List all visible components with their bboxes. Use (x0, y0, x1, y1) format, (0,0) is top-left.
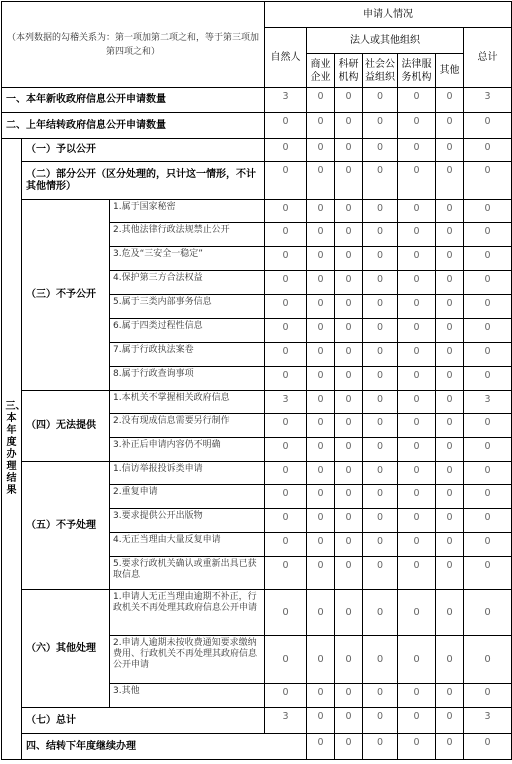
cell-value: 0 (265, 139, 307, 162)
cell-value: 0 (307, 590, 335, 636)
cell-value: 0 (335, 271, 363, 295)
cell-value: 0 (436, 367, 464, 391)
cell-value: 0 (307, 200, 335, 223)
cell-value: 0 (464, 367, 512, 391)
research-header: 科研机构 (335, 54, 363, 88)
cell-value: 0 (436, 438, 464, 462)
cell-value: 0 (363, 113, 398, 139)
cell-value: 3 (464, 708, 512, 734)
cell-value: 0 (436, 708, 464, 734)
cell-value: 0 (436, 162, 464, 200)
cell-value: 0 (307, 509, 335, 533)
cell-value: 0 (265, 319, 307, 343)
item-label: 3.其他 (110, 684, 265, 708)
cell-value: 0 (363, 485, 398, 509)
cell-value: 0 (464, 295, 512, 319)
item-label: 1.本机关不掌握相关政府信息 (110, 391, 265, 414)
cell-value: 0 (363, 414, 398, 438)
cell-value: 0 (363, 223, 398, 247)
cell-value: 0 (335, 247, 363, 271)
cell-value: 0 (398, 509, 436, 533)
cell-value: 0 (335, 462, 363, 485)
cell-value: 0 (464, 684, 512, 708)
cell-value: 0 (265, 438, 307, 462)
cell-value: 0 (335, 684, 363, 708)
applicant-header: 申请人情况 (265, 2, 512, 28)
cell-value: 0 (464, 200, 512, 223)
cell-value: 0 (335, 509, 363, 533)
cell-value: 0 (265, 113, 307, 139)
table-row (2, 113, 512, 139)
cell-value: 0 (265, 200, 307, 223)
cell-value: 0 (398, 200, 436, 223)
cell-value: 0 (265, 533, 307, 557)
cell-value: 0 (398, 462, 436, 485)
cell-value: 0 (398, 367, 436, 391)
group-label: （五）不予处理 (22, 462, 110, 590)
cell-value: 0 (335, 223, 363, 247)
cell-value: 0 (436, 557, 464, 590)
item-label: 1.属于国家秘密 (110, 200, 265, 223)
cell-value: 0 (335, 485, 363, 509)
cell-value: 3 (265, 708, 307, 734)
table-row (2, 462, 512, 485)
cell-value: 0 (398, 533, 436, 557)
item-label: 8.属于行政查询事项 (110, 367, 265, 391)
item-label: 3.危及“三安全一稳定” (110, 247, 265, 271)
cell-value: 0 (436, 139, 464, 162)
cell-value: 0 (335, 557, 363, 590)
cell-value: 0 (307, 319, 335, 343)
cell-value: 0 (335, 734, 363, 760)
cell-value: 0 (307, 533, 335, 557)
cell-value: 0 (436, 200, 464, 223)
item-label: 2.重复申请 (110, 485, 265, 509)
table-row (2, 200, 512, 223)
item-label: 2.没有现成信息需要另行制作 (110, 414, 265, 438)
cell-value: 0 (398, 391, 436, 414)
cell-value: 3 (464, 88, 512, 113)
group-label: （六）其他处理 (22, 590, 110, 708)
cell-value: 0 (363, 343, 398, 367)
cell-value: 0 (464, 319, 512, 343)
item-label: 4.保护第三方合法权益 (110, 271, 265, 295)
cell-value: 0 (436, 88, 464, 113)
cell-value: 0 (335, 391, 363, 414)
cell-value: 0 (436, 590, 464, 636)
cell-value: 0 (398, 557, 436, 590)
cell-value: 0 (464, 162, 512, 200)
cell-value: 0 (307, 708, 335, 734)
group-label: （四）无法提供 (22, 391, 110, 462)
commercial-header: 商业企业 (307, 54, 335, 88)
cell-value: 0 (398, 734, 436, 760)
cell-value: 0 (436, 247, 464, 271)
cell-value: 0 (464, 462, 512, 485)
item-label: 1.信访举报投诉类申请 (110, 462, 265, 485)
cell-value: 0 (335, 319, 363, 343)
cell-value: 0 (335, 343, 363, 367)
cell-value: 0 (307, 162, 335, 200)
social-header: 社会公益组织 (363, 54, 398, 88)
cell-value: 0 (363, 509, 398, 533)
cell-value: 0 (398, 708, 436, 734)
cell-value: 0 (265, 414, 307, 438)
cell-value: 0 (436, 533, 464, 557)
cell-value: 0 (464, 414, 512, 438)
cell-value: 0 (436, 636, 464, 684)
cell-value: 0 (464, 343, 512, 367)
cell-value: 0 (398, 636, 436, 684)
cell-value: 0 (363, 271, 398, 295)
cell-value: 0 (363, 734, 398, 760)
cell-value: 0 (436, 734, 464, 760)
cell-value: 0 (436, 391, 464, 414)
item-label: 3.要求提供公开出版物 (110, 509, 265, 533)
legal-service-header: 法律服务机构 (398, 54, 436, 88)
total-header: 总计 (464, 28, 512, 88)
cell-value: 0 (436, 509, 464, 533)
table-row (2, 139, 512, 162)
item-label: 1.申请人无正当理由逾期不补正，行政机关不再处理其政府信息公开申请 (110, 590, 265, 636)
cell-value: 0 (398, 247, 436, 271)
cell-value: 0 (464, 590, 512, 636)
table-row (2, 734, 512, 760)
item-label: 5.属于三类内部事务信息 (110, 295, 265, 319)
cell-value: 0 (363, 139, 398, 162)
cell-value: 0 (398, 319, 436, 343)
cell-value: 0 (307, 438, 335, 462)
cell-value: 0 (398, 139, 436, 162)
cell-value: 0 (363, 391, 398, 414)
cell-value: 0 (464, 636, 512, 684)
cell-value: 0 (398, 162, 436, 200)
table-note: （本列数据的勾稽关系为：第一项加第二项之和，等于第三项加第四项之和） (2, 2, 265, 88)
cell-value: 0 (398, 271, 436, 295)
cell-value: 0 (335, 533, 363, 557)
item-label: 7.属于行政执法案卷 (110, 343, 265, 367)
cell-value: 0 (398, 223, 436, 247)
cell-value: 0 (307, 343, 335, 367)
cell-value: 0 (436, 319, 464, 343)
table-row (2, 391, 512, 414)
item-label: 2.申请人逾期未按收费通知要求缴纳费用、行政机关不再处理其政府信息公开申请 (110, 636, 265, 684)
item-label: 2.其他法律行政法规禁止公开 (110, 223, 265, 247)
cell-value: 0 (398, 88, 436, 113)
cell-value: 0 (398, 684, 436, 708)
cell-value: 0 (265, 462, 307, 485)
table-row (2, 590, 512, 636)
disclosure-stats-table (1, 1, 512, 760)
cell-value: 0 (265, 343, 307, 367)
item-label: 4.无正当理由大量反复申请 (110, 533, 265, 557)
cell-value: 0 (464, 223, 512, 247)
cell-value: 0 (363, 533, 398, 557)
group-label: （三）不予公开 (22, 200, 110, 391)
table-row (2, 88, 512, 113)
cell-value: 0 (265, 636, 307, 684)
cell-value: 0 (464, 509, 512, 533)
cell-value: 0 (307, 734, 335, 760)
cell-value: 0 (307, 462, 335, 485)
cell-value: 3 (464, 391, 512, 414)
cell-value: 0 (307, 684, 335, 708)
cell-value: 0 (363, 88, 398, 113)
cell-value: 0 (398, 113, 436, 139)
row-label: 一、本年新收政府信息公开申请数量 (2, 88, 265, 113)
cell-value: 0 (363, 200, 398, 223)
cell-value: 0 (307, 271, 335, 295)
cell-value: 0 (436, 113, 464, 139)
cell-value: 0 (265, 509, 307, 533)
cell-value: 0 (398, 590, 436, 636)
cell-value: 0 (363, 162, 398, 200)
item-label: 3.补正后申请内容仍不明确 (110, 438, 265, 462)
section-3-label: 三、本年度办理结果 (2, 139, 22, 760)
cell-value: 0 (307, 139, 335, 162)
cell-value: 0 (307, 391, 335, 414)
cell-value: 0 (363, 367, 398, 391)
cell-value: 0 (398, 414, 436, 438)
cell-value: 0 (307, 414, 335, 438)
cell-value: 3 (265, 88, 307, 113)
cell-value: 0 (436, 295, 464, 319)
cell-value: 0 (436, 223, 464, 247)
cell-value: 0 (335, 200, 363, 223)
cell-value: 0 (307, 367, 335, 391)
natural-person-header: 自然人 (265, 28, 307, 88)
cell-value: 0 (265, 590, 307, 636)
cell-value: 0 (335, 708, 363, 734)
cell-value: 0 (464, 139, 512, 162)
cell-value: 0 (265, 247, 307, 271)
cell-value: 0 (335, 88, 363, 113)
cell-value: 0 (436, 462, 464, 485)
cell-value: 0 (464, 113, 512, 139)
cell-value: 0 (363, 590, 398, 636)
cell-value: 0 (335, 590, 363, 636)
cell-value: 0 (335, 438, 363, 462)
cell-value: 0 (265, 367, 307, 391)
legal-group-header: 法人或其他组织 (307, 28, 464, 54)
cell-value: 0 (265, 162, 307, 200)
cell-value: 0 (398, 438, 436, 462)
other-header: 其他 (436, 54, 464, 88)
cell-value: 0 (363, 438, 398, 462)
row-label: 四、结转下年度继续办理 (22, 734, 307, 760)
cell-value: 0 (307, 223, 335, 247)
cell-value: 0 (265, 684, 307, 708)
cell-value: 0 (335, 162, 363, 200)
cell-value: 0 (363, 708, 398, 734)
cell-value: 0 (363, 319, 398, 343)
cell-value: 0 (335, 295, 363, 319)
table-row (2, 708, 512, 734)
cell-value: 0 (335, 414, 363, 438)
cell-value: 0 (464, 734, 512, 760)
cell-value: 0 (363, 636, 398, 684)
cell-value: 0 (436, 343, 464, 367)
cell-value: 0 (436, 485, 464, 509)
cell-value: 0 (464, 485, 512, 509)
item-label: 5.要求行政机关确认或重新出具已获取信息 (110, 557, 265, 590)
cell-value: 0 (265, 485, 307, 509)
cell-value: 0 (307, 113, 335, 139)
cell-value: 0 (464, 271, 512, 295)
cell-value: 0 (436, 684, 464, 708)
cell-value: 0 (265, 557, 307, 590)
cell-value: 0 (307, 247, 335, 271)
cell-value: 0 (335, 367, 363, 391)
cell-value: 0 (464, 533, 512, 557)
cell-value: 3 (265, 391, 307, 414)
cell-value: 0 (436, 414, 464, 438)
cell-value: 0 (335, 636, 363, 684)
cell-value: 0 (307, 88, 335, 113)
row-label: （二）部分公开（区分处理的，只计这一情形，不计其他情形） (22, 162, 265, 200)
cell-value: 0 (363, 247, 398, 271)
cell-value: 0 (464, 438, 512, 462)
cell-value: 0 (436, 271, 464, 295)
row-label: （七）总计 (22, 708, 265, 734)
cell-value: 0 (464, 247, 512, 271)
cell-value: 0 (398, 343, 436, 367)
cell-value: 0 (307, 557, 335, 590)
cell-value: 0 (363, 462, 398, 485)
cell-value: 0 (363, 684, 398, 708)
cell-value: 0 (307, 636, 335, 684)
item-label: 6.属于四类过程性信息 (110, 319, 265, 343)
row-label: 二、上年结转政府信息公开申请数量 (2, 113, 265, 139)
cell-value: 0 (265, 295, 307, 319)
cell-value: 0 (335, 113, 363, 139)
cell-value: 0 (307, 485, 335, 509)
cell-value: 0 (363, 557, 398, 590)
table-row (2, 162, 512, 200)
cell-value: 0 (265, 271, 307, 295)
cell-value: 0 (307, 295, 335, 319)
row-label: （一）予以公开 (22, 139, 265, 162)
cell-value: 0 (398, 295, 436, 319)
cell-value: 0 (398, 485, 436, 509)
cell-value: 0 (363, 295, 398, 319)
cell-value: 0 (335, 139, 363, 162)
cell-value: 0 (464, 557, 512, 590)
cell-value: 0 (265, 223, 307, 247)
